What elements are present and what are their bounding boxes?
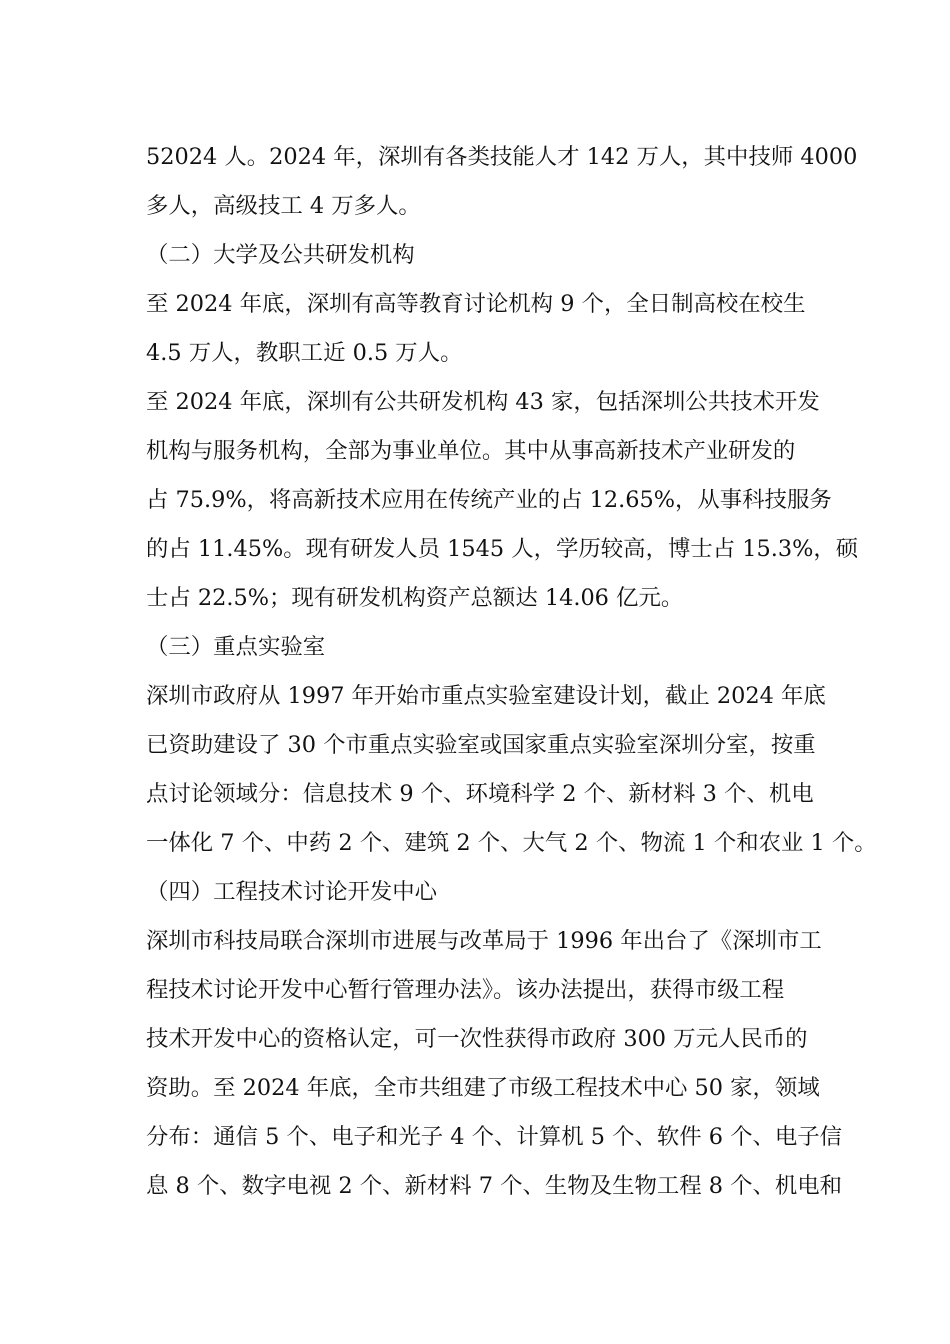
text-line: 深圳市科技局联合深圳市进展与改革局于 1996 年出台了《深圳市工 xyxy=(146,928,822,954)
heading-text: （二）大学及公共研发机构 xyxy=(146,242,415,268)
text-line: 52024 人。2024 年，深圳有各类技能人才 142 万人，其中技师 4000 xyxy=(146,144,858,170)
text-line: 息 8 个、数字电视 2 个、新材料 7 个、生物及生物工程 8 个、机电和 xyxy=(146,1173,843,1199)
paragraph-engineering-centers xyxy=(146,917,843,1211)
text-line: 至 2024 年底，深圳有高等教育讨论机构 9 个，全日制高校在校生 xyxy=(146,291,806,317)
paragraph-skilled-talent xyxy=(146,133,858,231)
text-line: 技术开发中心的资格认定，可一次性获得市政府 300 万元人民币的 xyxy=(146,1026,808,1052)
section-heading-key-labs xyxy=(146,623,814,672)
text-line: 一体化 7 个、中药 2 个、建筑 2 个、大气 2 个、物流 1 个和农业 1 个。 xyxy=(146,830,877,856)
heading-text: （三）重点实验室 xyxy=(146,634,326,660)
text-line: 机构与服务机构，全部为事业单位。其中从事高新技术产业研发的 xyxy=(146,438,796,464)
heading-text: （四）工程技术讨论开发中心 xyxy=(146,879,438,905)
paragraph-higher-education xyxy=(146,280,814,378)
text-line: 至 2024 年底，深圳有公共研发机构 43 家，包括深圳公共技术开发 xyxy=(146,389,820,415)
text-line: 4.5 万人，教职工近 0.5 万人。 xyxy=(146,340,463,366)
text-line: 点讨论领域分：信息技术 9 个、环境科学 2 个、新材料 3 个、机电 xyxy=(146,781,814,807)
section-heading-engineering-centers xyxy=(146,868,814,917)
text-line: 的占 11.45%。现有研发人员 1545 人，学历较高，博士占 15.3%，硕 xyxy=(146,536,859,562)
text-line: 占 75.9%，将高新技术应用在传统产业的占 12.65%，从事科技服务 xyxy=(146,487,832,513)
text-line: 多人，高级技工 4 万多人。 xyxy=(146,193,421,219)
document-body xyxy=(146,133,877,1211)
text-line: 深圳市政府从 1997 年开始市重点实验室建设计划，截止 2024 年底 xyxy=(146,683,826,709)
paragraph-public-rd xyxy=(146,378,859,623)
paragraph-key-labs xyxy=(146,672,877,868)
text-line: 已资助建设了 30 个市重点实验室或国家重点实验室深圳分室，按重 xyxy=(146,732,816,758)
section-heading-universities xyxy=(146,231,814,280)
text-line: 分布：通信 5 个、电子和光子 4 个、计算机 5 个、软件 6 个、电子信 xyxy=(146,1124,843,1150)
text-line: 程技术讨论开发中心暂行管理办法》。该办法提出，获得市级工程 xyxy=(146,977,785,1003)
text-line: 资助。至 2024 年底，全市共组建了市级工程技术中心 50 家，领域 xyxy=(146,1075,820,1101)
text-line: 士占 22.5%；现有研发机构资产总额达 14.06 亿元。 xyxy=(146,585,684,611)
